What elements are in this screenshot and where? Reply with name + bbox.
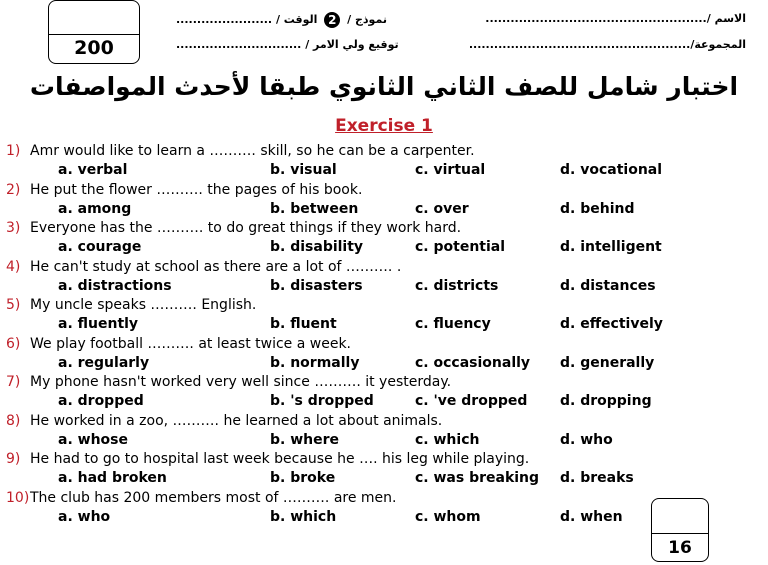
answer-option[interactable]: d. behind (560, 200, 635, 217)
student-name-field: الاسم /..................................................... (485, 12, 746, 25)
answer-option[interactable]: b. visual (270, 162, 337, 178)
answer-option[interactable]: b. broke (270, 470, 336, 486)
answer-option[interactable]: d. effectively (560, 316, 663, 332)
answer-option[interactable]: b. which (270, 508, 337, 525)
answer-option[interactable]: a. among (58, 200, 132, 217)
group-field: المجموعة/..................................................... (468, 38, 746, 51)
exercise-title: Exercise 1 (335, 116, 433, 136)
question-number: 8) (6, 412, 21, 429)
answer-option[interactable]: a. whose (58, 431, 128, 448)
answer-option[interactable]: a. distractions (58, 277, 172, 294)
answer-option[interactable]: d. when (560, 508, 623, 525)
answer-option[interactable]: c. potential (415, 239, 506, 255)
question-stem: Everyone has the ………. to do great things if they work hard. (30, 220, 462, 236)
question-number: 9) (6, 451, 21, 467)
question-stem: He worked in a zoo, ………. he learned a lot about animals. (30, 412, 443, 429)
answer-option[interactable]: c. districts (415, 277, 499, 294)
question-stem: The club has 200 members most of ………. are men. (30, 489, 397, 506)
answer-option[interactable]: d. distances (560, 277, 656, 294)
answer-option[interactable]: a. who (58, 508, 111, 525)
question-stem: He can't study at school as there are a lot of ………. . (30, 258, 402, 275)
model-number-badge: 2 (324, 12, 340, 28)
answer-option[interactable]: a. verbal (58, 162, 128, 178)
answer-option[interactable]: a. fluently (58, 316, 139, 332)
guardian-signature-field: توقيع ولي الامر / .............................. (176, 38, 399, 51)
question-stem: He had to go to hospital last week because he …. his leg while playing. (30, 451, 530, 467)
question-number: 5) (6, 297, 21, 313)
answer-option[interactable]: d. breaks (560, 470, 634, 486)
answer-option[interactable]: b. 's dropped (270, 393, 374, 409)
answer-option[interactable]: c. fluency (415, 316, 491, 332)
exam-title: اختبار شامل للصف الثاني الثانوي طبقا لأحدث المواصفات (29, 72, 739, 101)
answer-option[interactable]: a. had broken (58, 470, 167, 486)
answer-option[interactable]: d. intelligent (560, 239, 662, 255)
answer-option[interactable]: c. virtual (415, 162, 486, 178)
question-number: 7) (6, 374, 21, 390)
question-stem: He put the flower ………. the pages of his book. (30, 181, 363, 198)
answer-option[interactable]: c. which (415, 431, 480, 448)
question-stem: My uncle speaks ………. English. (30, 297, 257, 313)
answer-option[interactable]: c. over (415, 200, 469, 217)
question-number: 10) (6, 489, 30, 506)
question-number: 1) (6, 143, 21, 159)
question-number: 4) (6, 258, 21, 275)
answer-option[interactable]: c. 've dropped (415, 393, 528, 409)
question-stem: Amr would like to learn a ………. skill, so he can be a carpenter. (30, 143, 475, 159)
page-divider (652, 533, 708, 534)
question-number: 3) (6, 220, 21, 236)
answer-option[interactable]: c. was breaking (415, 470, 540, 486)
answer-option[interactable]: c. whom (415, 508, 481, 525)
answer-option[interactable]: b. disability (270, 239, 364, 255)
answer-option[interactable]: d. who (560, 431, 613, 448)
answer-option[interactable]: a. courage (58, 239, 142, 255)
answer-option[interactable]: d. dropping (560, 393, 652, 409)
page-box (651, 498, 709, 562)
answer-option[interactable]: b. normally (270, 354, 360, 371)
model-label: نموذج / (347, 13, 387, 26)
question-number: 6) (6, 335, 21, 352)
answer-option[interactable]: b. fluent (270, 316, 337, 332)
question-stem: We play football ………. at least twice a week. (30, 335, 352, 352)
answer-option[interactable]: d. generally (560, 354, 655, 371)
answer-option[interactable]: a. regularly (58, 354, 150, 371)
answer-option[interactable]: b. disasters (270, 277, 363, 294)
answer-option[interactable]: a. dropped (58, 393, 144, 409)
answer-option[interactable]: b. between (270, 200, 359, 217)
answer-option[interactable]: b. where (270, 431, 340, 448)
time-field: الوقت / ....................... (176, 13, 318, 26)
page-number: 16 (668, 538, 692, 558)
score-divider (49, 34, 139, 35)
model-time-line (176, 12, 387, 28)
answer-option[interactable]: d. vocational (560, 162, 663, 178)
question-number: 2) (6, 181, 21, 198)
question-stem: My phone hasn't worked very well since ………. it yesterday. (30, 374, 452, 390)
answer-option[interactable]: c. occasionally (415, 354, 531, 371)
total-score: 200 (74, 37, 114, 59)
score-box (48, 0, 140, 64)
